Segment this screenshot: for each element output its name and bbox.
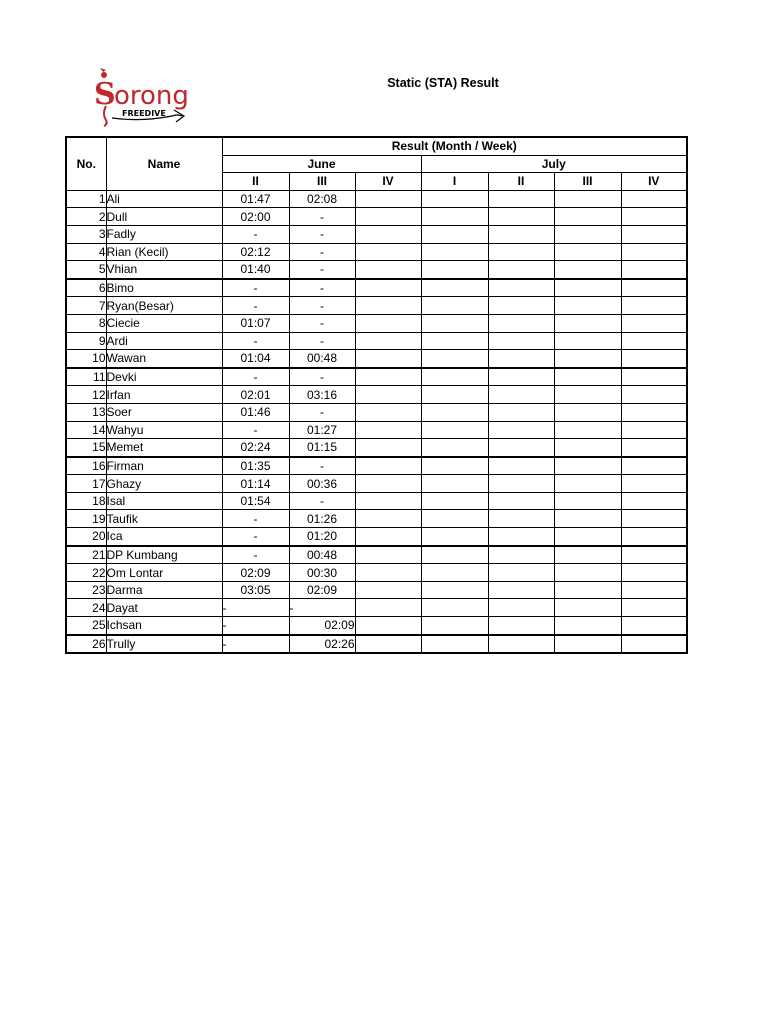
participant-name: Ali [106,190,222,208]
result-cell-empty [488,279,554,297]
result-cell: - [222,528,289,546]
table-row [66,581,687,599]
participant-name: DP Kumbang [106,546,222,564]
table-row [66,261,687,279]
result-cell-empty [488,475,554,493]
table-row [66,243,687,261]
row-number: 24 [66,599,106,617]
row-number: 3 [66,225,106,243]
table-row [66,510,687,528]
result-cell-empty [488,368,554,386]
result-cell: - [289,243,355,261]
result-cell-empty [488,617,554,635]
result-cell-empty [621,403,687,421]
result-cell-empty [488,190,554,208]
row-number: 11 [66,368,106,386]
result-cell-empty [421,510,488,528]
result-cell: 01:47 [222,190,289,208]
col-header-no: No. [66,137,106,190]
result-cell: 02:26 [289,635,355,654]
result-cell: 01:26 [289,510,355,528]
result-cell: 02:24 [222,439,289,457]
table-row [66,492,687,510]
table-row [66,332,687,350]
result-cell: 02:09 [222,564,289,582]
table-row [66,528,687,546]
svg-text:orong: orong [114,81,189,111]
row-number: 8 [66,314,106,332]
result-cell-empty [554,279,621,297]
result-cell-empty [621,528,687,546]
result-cell: - [289,599,355,617]
result-cell-empty [621,617,687,635]
result-cell-empty [554,457,621,475]
result-cell-empty [621,368,687,386]
table-row [66,208,687,226]
result-cell-empty [554,546,621,564]
participant-name: Ciecie [106,314,222,332]
result-cell: - [289,279,355,297]
result-cell: 00:36 [289,475,355,493]
result-cell: 01:20 [289,528,355,546]
result-cell-empty [355,581,421,599]
result-cell: 00:48 [289,350,355,368]
week-header: IV [621,173,687,191]
result-cell: - [222,546,289,564]
result-cell-empty [488,510,554,528]
result-cell: 02:00 [222,208,289,226]
result-cell-empty [621,261,687,279]
result-cell-empty [554,421,621,439]
result-cell: 01:27 [289,421,355,439]
result-cell-empty [554,297,621,315]
result-cell-empty [355,457,421,475]
result-cell-empty [554,635,621,654]
result-cell-empty [488,350,554,368]
result-cell-empty [554,475,621,493]
result-cell: 01:15 [289,439,355,457]
result-cell-empty [421,350,488,368]
result-cell-empty [488,492,554,510]
participant-name: Ardi [106,332,222,350]
result-cell-empty [421,439,488,457]
result-cell-empty [355,510,421,528]
participant-name: Bimo [106,279,222,297]
result-cell-empty [621,297,687,315]
row-number: 16 [66,457,106,475]
result-cell: 02:09 [289,581,355,599]
result-cell-empty [421,421,488,439]
result-cell-empty [488,386,554,404]
table-row [66,599,687,617]
participant-name: Ryan(Besar) [106,297,222,315]
row-number: 20 [66,528,106,546]
result-cell-empty [488,457,554,475]
result-cell: - [289,225,355,243]
result-cell-empty [621,564,687,582]
week-header: II [488,173,554,191]
result-cell-empty [621,332,687,350]
table-row [66,403,687,421]
result-cell: - [289,457,355,475]
row-number: 25 [66,617,106,635]
sorong-freedive-logo [92,66,196,128]
row-number: 5 [66,261,106,279]
result-cell-empty [488,421,554,439]
table-row [66,457,687,475]
table-row [66,314,687,332]
result-cell-empty [554,225,621,243]
result-cell-empty [421,546,488,564]
result-cell: - [222,599,289,617]
result-cell: 01:40 [222,261,289,279]
result-cell-empty [554,599,621,617]
week-header: IV [355,173,421,191]
table-row [66,297,687,315]
col-header-name: Name [106,137,222,190]
result-cell: - [222,635,289,654]
result-cell-empty [355,403,421,421]
result-cell: 01:07 [222,314,289,332]
result-cell-empty [355,350,421,368]
row-number: 4 [66,243,106,261]
row-number: 18 [66,492,106,510]
result-cell-empty [421,368,488,386]
row-number: 7 [66,297,106,315]
result-cell-empty [421,564,488,582]
table-row [66,225,687,243]
result-cell: 03:16 [289,386,355,404]
result-cell: 02:01 [222,386,289,404]
result-cell-empty [554,350,621,368]
result-cell-empty [355,208,421,226]
svg-text:S: S [94,77,116,112]
result-cell-empty [621,492,687,510]
result-header: Result (Month / Week) [222,137,687,155]
row-number: 2 [66,208,106,226]
result-cell: - [222,279,289,297]
result-cell-empty [355,368,421,386]
result-cell-empty [355,225,421,243]
result-cell: - [222,421,289,439]
result-cell-empty [621,279,687,297]
result-cell: - [222,510,289,528]
results-table [65,136,688,654]
result-cell-empty [421,581,488,599]
result-cell-empty [355,297,421,315]
result-cell: - [222,617,289,635]
result-cell-empty [355,546,421,564]
result-cell-empty [621,243,687,261]
result-cell: - [289,332,355,350]
result-cell-empty [554,386,621,404]
result-cell-empty [488,208,554,226]
result-cell-empty [621,635,687,654]
result-cell-empty [421,297,488,315]
result-cell-empty [488,599,554,617]
result-cell: - [289,297,355,315]
result-cell-empty [421,243,488,261]
result-cell: - [289,314,355,332]
row-number: 23 [66,581,106,599]
result-cell-empty [621,546,687,564]
result-cell-empty [355,492,421,510]
result-cell-empty [421,599,488,617]
result-cell-empty [355,635,421,654]
week-header: II [222,173,289,191]
result-cell-empty [421,225,488,243]
result-cell-empty [355,599,421,617]
result-cell: - [289,261,355,279]
result-cell: 01:46 [222,403,289,421]
result-cell-empty [554,492,621,510]
result-cell-empty [554,314,621,332]
result-cell: - [289,368,355,386]
result-cell: 03:05 [222,581,289,599]
table-row [66,617,687,635]
participant-name: Memet [106,439,222,457]
result-cell-empty [421,635,488,654]
result-cell-empty [355,617,421,635]
result-cell-empty [488,314,554,332]
participant-name: Soer [106,403,222,421]
result-cell-empty [421,190,488,208]
row-number: 10 [66,350,106,368]
table-row [66,546,687,564]
result-cell-empty [621,208,687,226]
result-cell-empty [554,208,621,226]
participant-name: Trully [106,635,222,654]
result-cell-empty [621,457,687,475]
result-cell-empty [554,243,621,261]
table-row [66,350,687,368]
table-row [66,564,687,582]
result-cell-empty [355,564,421,582]
result-cell: - [289,208,355,226]
result-cell-empty [621,314,687,332]
result-cell-empty [488,225,554,243]
participant-name: Dull [106,208,222,226]
table-row [66,279,687,297]
participant-name: Wahyu [106,421,222,439]
result-cell: 02:12 [222,243,289,261]
result-cell-empty [355,475,421,493]
result-cell: - [222,225,289,243]
result-cell-empty [488,243,554,261]
result-cell-empty [488,528,554,546]
result-cell-empty [355,243,421,261]
result-cell: - [289,492,355,510]
result-cell: 00:48 [289,546,355,564]
result-cell: 00:30 [289,564,355,582]
result-cell-empty [421,261,488,279]
result-cell-empty [554,403,621,421]
result-cell-empty [554,261,621,279]
participant-name: Wawan [106,350,222,368]
result-cell: - [289,403,355,421]
participant-name: Dayat [106,599,222,617]
result-cell-empty [488,297,554,315]
participant-name: Fadly [106,225,222,243]
table-row [66,635,687,654]
result-cell-empty [554,510,621,528]
participant-name: Vhian [106,261,222,279]
result-cell-empty [421,208,488,226]
svg-text:FREEDIVE: FREEDIVE [122,109,166,118]
table-row [66,439,687,457]
row-number: 21 [66,546,106,564]
participant-name: Devki [106,368,222,386]
row-number: 26 [66,635,106,654]
result-cell: 01:35 [222,457,289,475]
result-cell-empty [488,403,554,421]
result-cell-empty [621,439,687,457]
result-cell-empty [355,314,421,332]
result-cell-empty [488,581,554,599]
result-cell-empty [488,332,554,350]
result-cell-empty [421,492,488,510]
result-cell-empty [355,332,421,350]
row-number: 6 [66,279,106,297]
result-cell-empty [488,439,554,457]
result-cell-empty [554,564,621,582]
result-cell: - [222,332,289,350]
result-cell-empty [621,510,687,528]
table-row [66,475,687,493]
result-cell-empty [421,386,488,404]
result-cell-empty [421,617,488,635]
row-number: 9 [66,332,106,350]
page-title: Static (STA) Result [387,76,499,90]
row-number: 1 [66,190,106,208]
result-cell: 01:54 [222,492,289,510]
result-cell-empty [554,439,621,457]
result-cell-empty [488,564,554,582]
row-number: 19 [66,510,106,528]
result-cell-empty [554,368,621,386]
participant-name: Om Lontar [106,564,222,582]
result-cell-empty [355,528,421,546]
result-cell-empty [554,190,621,208]
participant-name: Irfan [106,386,222,404]
result-cell-empty [421,279,488,297]
result-cell: 01:04 [222,350,289,368]
result-cell-empty [554,617,621,635]
result-cell-empty [355,190,421,208]
result-cell-empty [554,332,621,350]
result-cell-empty [421,475,488,493]
month-header-july: July [421,155,687,173]
row-number: 12 [66,386,106,404]
row-number: 13 [66,403,106,421]
result-cell-empty [355,421,421,439]
participant-name: Taufik [106,510,222,528]
week-header: III [289,173,355,191]
table-row [66,386,687,404]
participant-name: Isal [106,492,222,510]
row-number: 14 [66,421,106,439]
result-cell-empty [355,261,421,279]
week-header: I [421,173,488,191]
result-cell-empty [621,475,687,493]
participant-name: Ica [106,528,222,546]
result-cell: 01:14 [222,475,289,493]
result-cell-empty [621,350,687,368]
result-cell-empty [488,635,554,654]
result-cell-empty [421,332,488,350]
result-cell-empty [421,457,488,475]
row-number: 17 [66,475,106,493]
participant-name: Firman [106,457,222,475]
result-cell-empty [355,386,421,404]
participant-name: Darma [106,581,222,599]
month-header-june: June [222,155,421,173]
result-cell-empty [554,581,621,599]
result-cell: 02:09 [289,617,355,635]
result-cell-empty [554,528,621,546]
participant-name: Ghazy [106,475,222,493]
row-number: 22 [66,564,106,582]
result-cell-empty [421,528,488,546]
participant-name: Ichsan [106,617,222,635]
result-cell: - [222,297,289,315]
result-cell-empty [621,386,687,404]
result-cell-empty [621,581,687,599]
table-row [66,421,687,439]
result-cell-empty [621,599,687,617]
week-header: III [554,173,621,191]
result-cell-empty [421,403,488,421]
table-row [66,368,687,386]
result-cell-empty [355,279,421,297]
result-cell: 02:08 [289,190,355,208]
result-cell-empty [355,439,421,457]
result-cell-empty [488,546,554,564]
result-cell: - [222,368,289,386]
row-number: 15 [66,439,106,457]
result-cell-empty [621,225,687,243]
table-row [66,190,687,208]
result-cell-empty [488,261,554,279]
result-cell-empty [621,421,687,439]
result-cell-empty [421,314,488,332]
result-cell-empty [621,190,687,208]
participant-name: Rian (Kecil) [106,243,222,261]
